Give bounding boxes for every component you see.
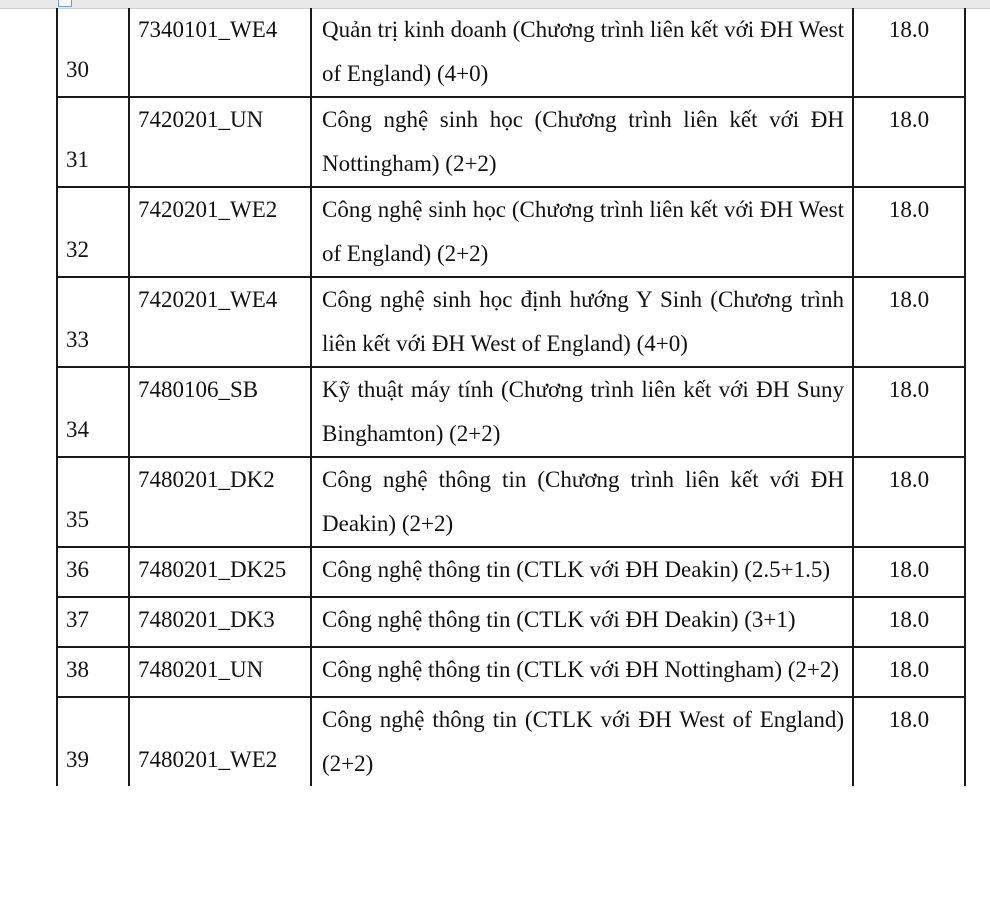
program-name: Công nghệ thông tin (Chương trình liên kết với ĐH Deakin) (2+2) (311, 457, 853, 547)
cutoff-score: 18.0 (853, 97, 965, 187)
row-number: 36 (57, 547, 129, 597)
program-code: 7420201_UN (129, 97, 311, 187)
table-row (57, 547, 965, 597)
row-number: 34 (57, 367, 129, 457)
cutoff-score: 18.0 (853, 367, 965, 457)
row-number: 33 (57, 277, 129, 367)
admission-score-table (56, 8, 966, 786)
table-move-handle-icon[interactable] (58, 0, 72, 7)
cutoff-score: 18.0 (853, 8, 965, 97)
program-code: 7480201_DK2 (129, 457, 311, 547)
program-name: Công nghệ thông tin (CTLK với ĐH Deakin) (2.5+1.5) (311, 547, 853, 597)
cutoff-score: 18.0 (853, 547, 965, 597)
row-number: 39 (57, 697, 129, 786)
table-row (57, 97, 965, 187)
program-name: Công nghệ sinh học (Chương trình liên kết với ĐH West of England) (2+2) (311, 187, 853, 277)
program-code: 7480201_WE2 (129, 697, 311, 786)
program-code: 7340101_WE4 (129, 8, 311, 97)
table-row (57, 597, 965, 647)
row-number: 38 (57, 647, 129, 697)
cutoff-score: 18.0 (853, 697, 965, 786)
program-name: Kỹ thuật máy tính (Chương trình liên kết với ĐH Suny Binghamton) (2+2) (311, 367, 853, 457)
program-code: 7480201_UN (129, 647, 311, 697)
program-name: Công nghệ sinh học (Chương trình liên kết với ĐH Nottingham) (2+2) (311, 97, 853, 187)
program-name: Công nghệ thông tin (CTLK với ĐH Deakin) (3+1) (311, 597, 853, 647)
row-number: 37 (57, 597, 129, 647)
program-code: 7420201_WE4 (129, 277, 311, 367)
cutoff-score: 18.0 (853, 457, 965, 547)
cutoff-score: 18.0 (853, 647, 965, 697)
table-row (57, 647, 965, 697)
row-number: 35 (57, 457, 129, 547)
cutoff-score: 18.0 (853, 187, 965, 277)
row-number: 32 (57, 187, 129, 277)
program-code: 7480106_SB (129, 367, 311, 457)
program-name: Công nghệ sinh học định hướng Y Sinh (Chương trình liên kết với ĐH West of England) (4+0) (311, 277, 853, 367)
program-code: 7480201_DK3 (129, 597, 311, 647)
table-row (57, 187, 965, 277)
program-code: 7420201_WE2 (129, 187, 311, 277)
program-name: Quản trị kinh doanh (Chương trình liên kết với ĐH West of England) (4+0) (311, 8, 853, 97)
row-number: 31 (57, 97, 129, 187)
table-row (57, 367, 965, 457)
table-row (57, 8, 965, 97)
program-code: 7480201_DK25 (129, 547, 311, 597)
cutoff-score: 18.0 (853, 597, 965, 647)
row-number: 30 (57, 8, 129, 97)
table-row (57, 457, 965, 547)
table-row (57, 277, 965, 367)
cutoff-score: 18.0 (853, 277, 965, 367)
table-row (57, 697, 965, 786)
program-name: Công nghệ thông tin (CTLK với ĐH Nottingham) (2+2) (311, 647, 853, 697)
program-name: Công nghệ thông tin (CTLK với ĐH West of England) (2+2) (311, 697, 853, 786)
